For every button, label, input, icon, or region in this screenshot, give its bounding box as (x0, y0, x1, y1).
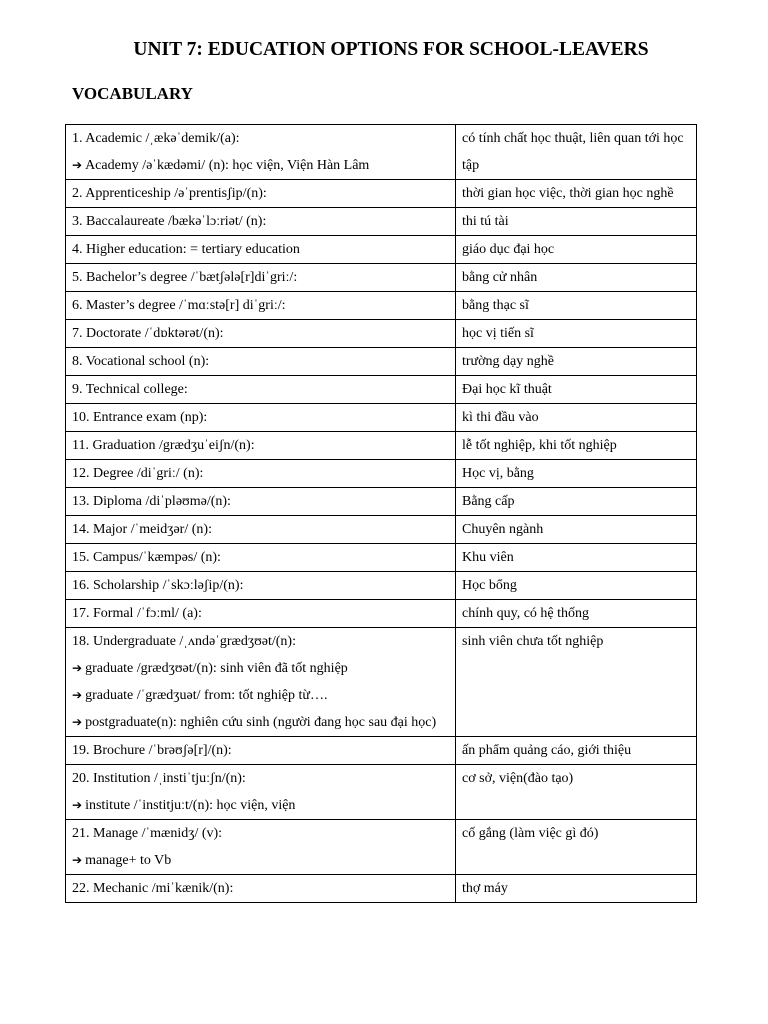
meaning-text: Học bổng (462, 578, 517, 593)
meaning-cell (456, 348, 697, 376)
table-row (66, 516, 697, 544)
table-row (66, 820, 697, 875)
term-cell (66, 264, 456, 292)
meaning-cell (456, 765, 697, 820)
meaning-text: trường dạy nghề (462, 354, 554, 369)
meaning-cell (456, 404, 697, 432)
table-row (66, 737, 697, 765)
table-row (66, 236, 697, 264)
term-cell (66, 765, 456, 820)
term-cell (66, 488, 456, 516)
meaning-text: kì thi đầu vào (462, 410, 539, 425)
meaning-text: học vị tiến sĩ (462, 326, 534, 341)
term-cell (66, 180, 456, 208)
term-cell (66, 376, 456, 404)
table-row (66, 544, 697, 572)
meaning-cell (456, 208, 697, 236)
table-row (66, 765, 697, 820)
derived-term-text: graduate /ˈgrædʒuət/ from: tốt nghiệp từ…. (85, 688, 328, 703)
meaning-cell (456, 320, 697, 348)
term-text: 14. Major /ˈmeidʒər/ (n): (72, 522, 212, 537)
arrow-right-icon: ➔ (72, 798, 83, 812)
arrow-right-icon: ➔ (72, 853, 83, 867)
derived-term-line (72, 709, 449, 736)
meaning-cell (456, 516, 697, 544)
term-text: 15. Campus/ˈkæmpəs/ (n): (72, 550, 221, 565)
term-cell (66, 544, 456, 572)
derived-term-line (72, 655, 449, 682)
meaning-cell (456, 376, 697, 404)
table-row (66, 292, 697, 320)
meaning-text: chính quy, có hệ thống (462, 606, 590, 621)
meaning-text: lễ tốt nghiệp, khi tốt nghiệp (462, 438, 617, 453)
term-text: 4. Higher education: = tertiary education (72, 242, 300, 257)
derived-term-line (72, 792, 449, 819)
term-text: 1. Academic /ˌækəˈdemik/(a): (72, 131, 240, 146)
table-row (66, 376, 697, 404)
derived-term-text: manage+ to Vb (85, 853, 172, 868)
term-text: 9. Technical college: (72, 382, 188, 397)
table-row (66, 460, 697, 488)
term-text: 21. Manage /ˈmænidʒ/ (v): (72, 826, 223, 841)
term-cell (66, 348, 456, 376)
table-row (66, 180, 697, 208)
term-text: 13. Diploma /diˈpləʊmə/(n): (72, 494, 231, 509)
meaning-cell (456, 264, 697, 292)
term-text: 3. Baccalaureate /bækəˈlɔːriət/ (n): (72, 214, 267, 229)
meaning-text: Bằng cấp (462, 494, 515, 509)
meaning-cell (456, 236, 697, 264)
meaning-cell (456, 292, 697, 320)
meaning-text: cơ sở, viện(đào tạo) (462, 771, 574, 786)
table-row (66, 875, 697, 903)
table-row (66, 628, 697, 737)
meaning-text: thi tú tài (462, 214, 509, 229)
term-cell (66, 320, 456, 348)
derived-term-line (72, 847, 449, 874)
term-cell (66, 208, 456, 236)
meaning-text: bằng cử nhân (462, 270, 538, 285)
derived-term-line (72, 152, 449, 179)
meaning-cell (456, 460, 697, 488)
term-cell (66, 820, 456, 875)
term-text: 17. Formal /ˈfɔːml/ (a): (72, 606, 202, 621)
term-text: 20. Institution /ˌinstiˈtjuːʃn/(n): (72, 771, 246, 786)
meaning-cell (456, 544, 697, 572)
arrow-right-icon: ➔ (72, 715, 83, 729)
term-text: 10. Entrance exam (np): (72, 410, 208, 425)
arrow-right-icon: ➔ (72, 158, 83, 172)
term-cell (66, 875, 456, 903)
table-row (66, 208, 697, 236)
term-cell (66, 516, 456, 544)
meaning-text: thời gian học việc, thời gian học nghề (462, 186, 674, 201)
meaning-cell (456, 180, 697, 208)
term-text: 12. Degree /diˈgriː/ (n): (72, 466, 204, 481)
vocabulary-table-body (66, 125, 697, 903)
term-text: 7. Doctorate /ˈdɒktərət/(n): (72, 326, 224, 341)
term-text: 19. Brochure /ˈbrəʊʃə[r]/(n): (72, 743, 232, 758)
vocabulary-table (65, 124, 697, 903)
meaning-text: ấn phẩm quảng cáo, giới thiệu (462, 743, 632, 758)
meaning-cell (456, 600, 697, 628)
meaning-cell (456, 628, 697, 737)
arrow-right-icon: ➔ (72, 688, 83, 702)
term-text: 6. Master’s degree /ˈmɑːstə[r] diˈgriː/: (72, 298, 286, 313)
meaning-cell (456, 488, 697, 516)
table-row (66, 320, 697, 348)
meaning-cell (456, 432, 697, 460)
term-text: 5. Bachelor’s degree /ˈbætʃələ[r]diˈgriː/: (72, 270, 298, 285)
meaning-text: Đại học kĩ thuật (462, 382, 552, 397)
derived-term-text: Academy /əˈkædəmi/ (n): học viện, Viện Hàn Lâm (85, 158, 370, 173)
meaning-text: thợ máy (462, 881, 508, 896)
term-cell (66, 292, 456, 320)
derived-term-text: graduate /grædʒʊət/(n): sinh viên đã tốt nghiệp (85, 661, 348, 676)
meaning-text: có tính chất học thuật, liên quan tới học tập (462, 131, 684, 173)
term-cell (66, 600, 456, 628)
term-cell (66, 460, 456, 488)
table-row (66, 600, 697, 628)
term-text: 8. Vocational school (n): (72, 354, 210, 369)
table-row (66, 404, 697, 432)
meaning-text: cố gắng (làm việc gì đó) (462, 826, 599, 841)
meaning-text: Chuyên ngành (462, 522, 544, 537)
table-row (66, 572, 697, 600)
meaning-text: bằng thạc sĩ (462, 298, 529, 313)
table-row (66, 432, 697, 460)
table-row (66, 488, 697, 516)
meaning-cell (456, 737, 697, 765)
meaning-text: giáo dục đại học (462, 242, 555, 257)
meaning-text: Khu viên (462, 550, 514, 565)
section-heading: VOCABULARY (72, 84, 193, 103)
derived-term-text: postgraduate(n): nghiên cứu sinh (người đang học sau đại học) (85, 715, 437, 730)
term-cell (66, 737, 456, 765)
meaning-text: sinh viên chưa tốt nghiệp (462, 634, 604, 649)
term-cell (66, 125, 456, 180)
term-cell (66, 404, 456, 432)
meaning-cell (456, 125, 697, 180)
table-row (66, 264, 697, 292)
term-text: 16. Scholarship /ˈskɔːləʃip/(n): (72, 578, 244, 593)
derived-term-line (72, 682, 449, 709)
term-text: 2. Apprenticeship /əˈprentisʃip/(n): (72, 186, 267, 201)
term-cell (66, 236, 456, 264)
arrow-right-icon: ➔ (72, 661, 83, 675)
table-row (66, 348, 697, 376)
page-title: UNIT 7: EDUCATION OPTIONS FOR SCHOOL-LEAVERS (133, 39, 649, 60)
meaning-cell (456, 572, 697, 600)
term-cell (66, 432, 456, 460)
table-row (66, 125, 697, 180)
term-text: 11. Graduation /grædʒuˈeiʃn/(n): (72, 438, 255, 453)
derived-term-text: institute /ˈinstitjuːt/(n): học viện, viện (85, 798, 296, 813)
meaning-cell (456, 875, 697, 903)
term-cell (66, 572, 456, 600)
meaning-cell (456, 820, 697, 875)
term-text: 22. Mechanic /miˈkænik/(n): (72, 881, 234, 896)
term-cell (66, 628, 456, 737)
term-text: 18. Undergraduate /ˌʌndəˈgrædʒʊət/(n): (72, 634, 296, 649)
meaning-text: Học vị, bằng (462, 466, 534, 481)
